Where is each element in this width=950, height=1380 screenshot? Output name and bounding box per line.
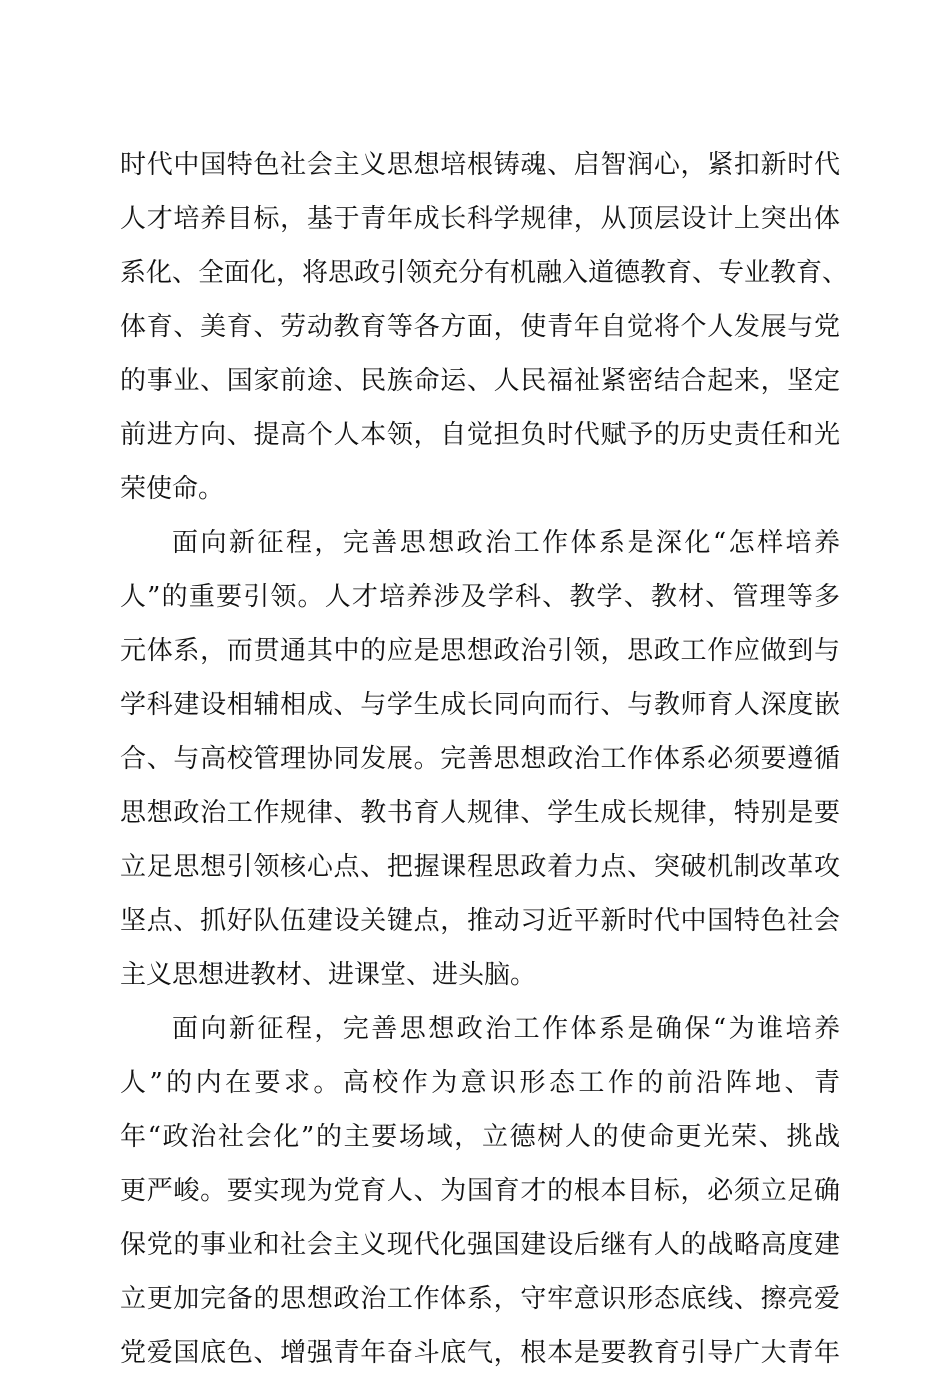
paragraph-line: 体育、美育、劳动教育等各方面，使青年自觉将个人发展与党	[120, 312, 840, 342]
paragraph-line: 时代中国特色社会主义思想培根铸魂、启智润心，紧扣新时代	[120, 150, 840, 180]
paragraph-line: 立足思想引领核心点、把握课程思政着力点、突破机制改革攻	[120, 852, 840, 882]
paragraph-line: 思想政治工作规律、教书育人规律、学生成长规律，特别是要	[120, 798, 840, 828]
paragraph-line: 更严峻。要实现为党育人、为国育才的根本目标，必须立足确	[120, 1176, 840, 1206]
paragraph-line: 荣使命。	[120, 474, 225, 504]
paragraph-line: 人”的重要引领。人才培养涉及学科、教学、教材、管理等多	[120, 582, 840, 612]
paragraph-line: 系化、全面化，将思政引领充分有机融入道德教育、专业教育、	[120, 258, 849, 288]
paragraph-line: 学科建设相辅相成、与学生成长同向而行、与教师育人深度嵌	[120, 690, 840, 720]
paragraph-line: 元体系，而贯通其中的应是思想政治引领，思政工作应做到与	[120, 636, 840, 666]
body-text	[120, 138, 849, 1380]
paragraph-line: 人”的内在要求。高校作为意识形态工作的前沿阵地、青	[120, 1068, 840, 1098]
paragraph-line: 人才培养目标，基于青年成长科学规律，从顶层设计上突出体	[120, 204, 840, 234]
paragraph-line: 前进方向、提高个人本领，自觉担负时代赋予的历史责任和光	[120, 420, 840, 450]
paragraph-line: 面向新征程，完善思想政治工作体系是确保“为谁培养	[172, 1014, 840, 1044]
paragraph-line: 立更加完备的思想政治工作体系，守牢意识形态底线、擦亮爱	[120, 1284, 840, 1314]
paragraph-line: 合、与高校管理协同发展。完善思想政治工作体系必须要遵循	[120, 744, 840, 774]
paragraph-line: 的事业、国家前途、民族命运、人民福祉紧密结合起来，坚定	[120, 366, 840, 396]
paragraph-line: 党爱国底色、增强青年奋斗底气，根本是要教育引导广大青年	[120, 1338, 840, 1368]
paragraph-line: 坚点、抓好队伍建设关键点，推动习近平新时代中国特色社会	[120, 906, 840, 936]
paragraph-3	[120, 1002, 840, 1380]
paragraph-line: 主义思想进教材、进课堂、进头脑。	[120, 960, 537, 990]
paragraph-line: 年“政治社会化”的主要场域，立德树人的使命更光荣、挑战	[120, 1122, 840, 1152]
paragraph-line: 面向新征程，完善思想政治工作体系是深化“怎样培养	[172, 528, 840, 558]
paragraph-1	[120, 138, 849, 516]
paragraph-line: 保党的事业和社会主义现代化强国建设后继有人的战略高度建	[120, 1230, 840, 1260]
paragraph-2	[120, 516, 840, 1002]
